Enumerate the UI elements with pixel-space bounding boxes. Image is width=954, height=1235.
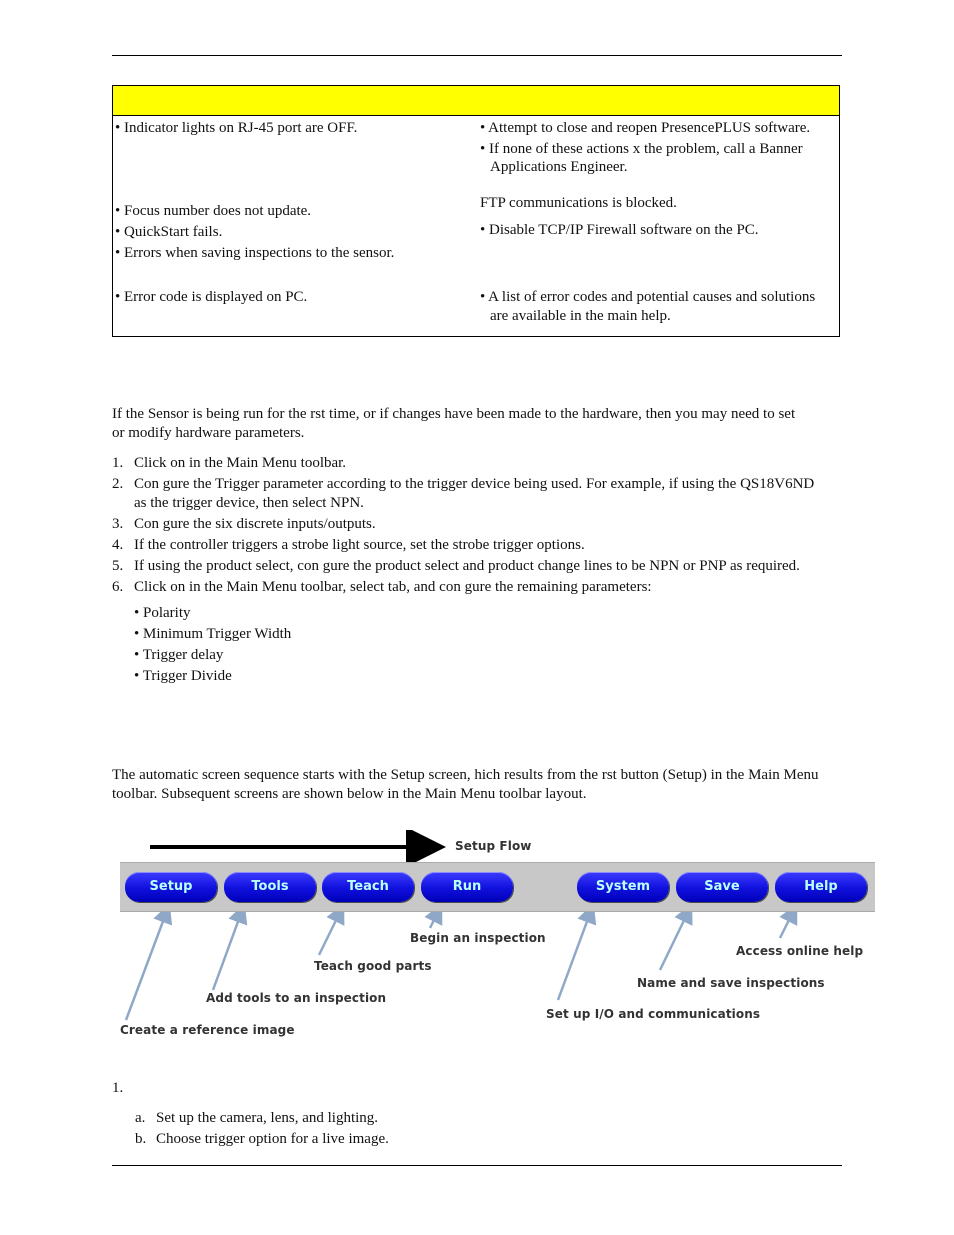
sub-step-letter: b. [135,1131,147,1147]
footer-rule [112,1165,842,1166]
solution-text: • If none of these actions x the problem, call a Banner [480,141,803,157]
setup-callout-label: Create a reference image [120,1023,295,1037]
sub-step-b [135,1129,389,1149]
teach-callout-arrow [319,908,342,955]
final-step-number: 1. [112,1080,124,1096]
parameter-item: • Polarity [134,605,191,621]
hardware-intro-line1: If the Sensor is being run for the rst time, or if changes have been made to the hardware, then you may need to set [112,406,796,422]
save-button[interactable]: Save [676,872,768,902]
symptom-text: • Error code is displayed on PC. [115,289,308,305]
help-callout-arrow [780,908,795,938]
solution-text: • Attempt to close and reopen PresencePLUS software. [480,120,811,136]
setup-flow-label: Setup Flow [455,839,532,853]
setup-button[interactable]: Setup [125,872,217,902]
symptom-text: • QuickStart fails. [115,224,223,240]
step-text: Click on in the Main Menu toolbar, select tab, and con gure the remaining parameters: [134,579,652,595]
teach-callout-label: Teach good parts [314,959,432,973]
step-number: 2. [112,476,124,492]
parameter-item: • Minimum Trigger Width [134,626,292,642]
step-text: If using the product select, con gure the product select and product change lines to be NPN or PNP as required. [134,558,800,574]
run-callout-label: Begin an inspection [410,931,546,945]
symptom-text: • Errors when saving inspections to the sensor. [115,245,395,261]
step-number: 1. [112,455,124,471]
step-text: as the trigger device, then select NPN. [134,495,364,511]
save-callout-arrow [660,908,690,970]
step-number: 5. [112,558,124,574]
sub-step-text: Choose trigger option for a live image. [156,1131,389,1147]
setup-callout-arrow [126,908,168,1020]
step-number: 4. [112,537,124,553]
sub-step-a [135,1108,379,1128]
main-menu-toolbar-diagram [112,830,877,1045]
solution-text: Applications Engineer. [490,159,628,175]
solution-text: • Disable TCP/IP Firewall software on the PC. [480,222,759,238]
parameter-item: • Trigger Divide [134,668,232,684]
step-text: Con gure the Trigger parameter according to the trigger device being used. For example, if using the QS18V6ND [134,476,815,492]
symptom-text: • Focus number does not update. [115,203,312,219]
system-button[interactable]: System [577,872,669,902]
solution-text: are available in the main help. [490,308,671,324]
step-text: Con gure the six discrete inputs/outputs. [134,516,376,532]
tools-button[interactable]: Tools [224,872,316,902]
step-text: Click on in the Main Menu toolbar. [134,455,347,471]
sequence-intro-line1: The automatic screen sequence starts with the Setup screen, hich results from the rst button (Setup) in the Main Menu [112,767,819,783]
symptom-text: • Indicator lights on RJ-45 port are OFF. [115,120,358,136]
sub-step-letter: a. [135,1110,146,1126]
step-text: If the controller triggers a strobe light source, set the strobe trigger options. [134,537,585,553]
header-rule [112,55,842,56]
sub-step-text: Set up the camera, lens, and lighting. [156,1110,379,1126]
troubleshooting-table [112,85,840,337]
system-callout-label: Set up I/O and communications [546,1007,761,1021]
step-number: 3. [112,516,124,532]
tools-callout-label: Add tools to an inspection [206,991,387,1005]
cause-text: FTP communications is blocked. [480,195,677,211]
parameter-item: • Trigger delay [134,647,224,663]
system-callout-arrow [558,908,592,1000]
help-callout-label: Access online help [736,944,864,958]
run-button[interactable]: Run [421,872,513,902]
hardware-intro-line2: or modify hardware parameters. [112,425,305,441]
step-number: 6. [112,579,124,595]
tools-callout-arrow [213,908,243,990]
sequence-intro-line2: toolbar. Subsequent screens are shown below in the Main Menu toolbar layout. [112,786,587,802]
table-header-bar [113,86,839,116]
save-callout-label: Name and save inspections [637,976,825,990]
teach-button[interactable]: Teach [322,872,414,902]
solution-text: • A list of error codes and potential causes and solutions [480,289,816,305]
help-button[interactable]: Help [775,872,867,902]
